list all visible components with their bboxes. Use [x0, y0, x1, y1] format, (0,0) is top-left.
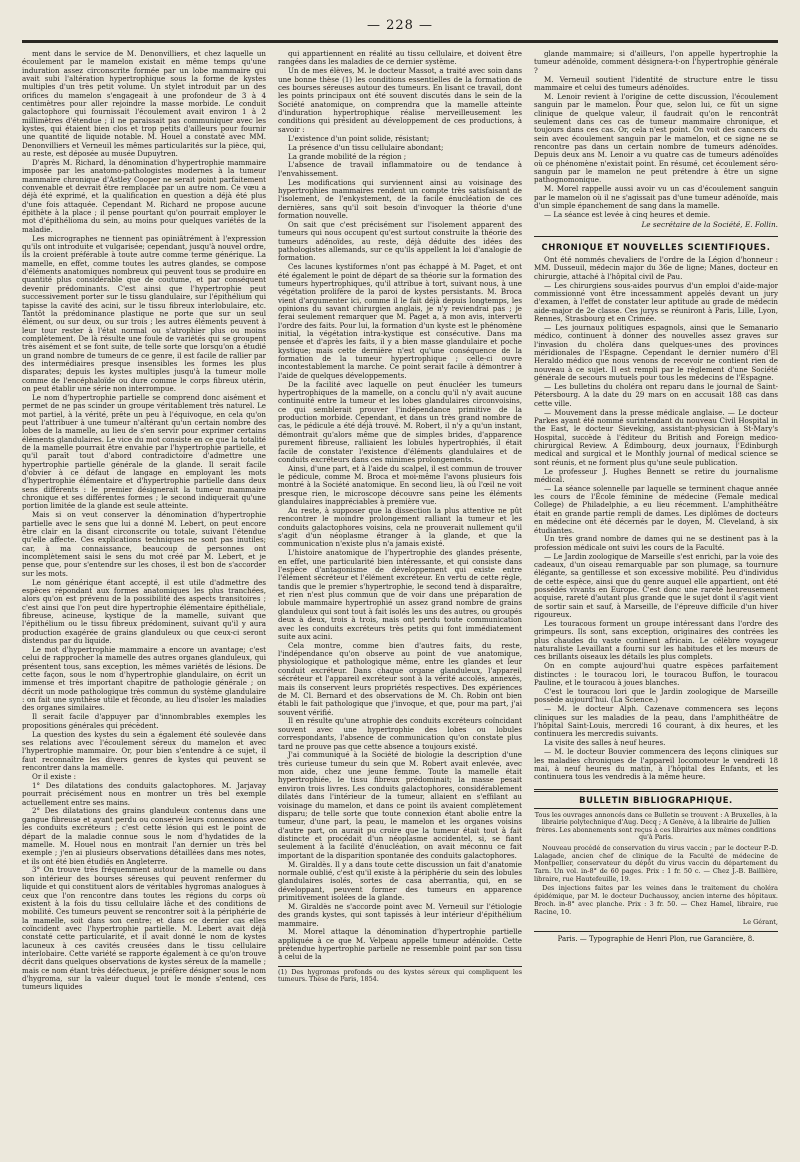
header-rule — [22, 40, 778, 43]
bulletin-intro: Tous les ouvrages annoncés dans ce Bulletin se trouvent : A Bruxelles, à la librairie polytechnique d'Aug. Decq ; A Genève, à la librairie de Jullien frères. Les abonnements sont reçus à ces librairies aux mêmes conditions qu'à Paris. — [534, 810, 778, 842]
news-item: — Les bulletins du choléra ont reparu dans le journal de Saint-Pétersbourg. A la date du 29 mars on en accusait 188 cas dans cette ville. — [534, 381, 778, 408]
page-number: — 228 — — [366, 18, 434, 33]
paragraph: qui appartiennent en réalité au tissu cellulaire, et doivent être rangées dans les maladies de ce dernier système. — [278, 50, 522, 67]
column-right — [534, 50, 778, 1162]
paragraph: La question des kystes du sein a également été soulevée dans ses relations avec l'écoulement séreux du mamelon et avec l'hypertrophie mammaire. Or, pour bien s'entendre à ce sujet, il faut reconnaître les divers genres de kystes qui peuvent se rencontrer dans la mamelle. — [22, 729, 266, 772]
paragraph: M. Verneuil soutient l'identité de structure entre le tissu mammaire et celui des tumeurs adénoïdes. — [534, 74, 778, 92]
paragraph: On sait que c'est précisément sur l'isolement apparent des tumeurs qui nous occupent qu'est surtout construite la théorie des tumeurs adénoïdes, au reste, déjà déduite des idées des pathologistes allemands, sur ce qu'ils appellent la loi d'analogie de formation. — [278, 220, 522, 263]
column-left — [22, 50, 266, 1162]
paragraph: M. Giraldès. Il y a dans toute cette discussion un fait d'anatomie normale oublié, c'est qu'il existe à la périphérie du sein des lobules glandulaires isolés, sortes de casa aberrantia, qui, en se développant, peuvent former des tumeurs en apparence primitivement isolées de la glande. — [278, 859, 522, 902]
paragraph: J'ai communiqué à la Société de biologie la description d'une très curieuse tumeur du sein que M. Robert avait enlevée, avec mon aide, chez une jeune femme. Toute la mamelle était hypertrophiée, le tissu fibreux prédominait; la masse pesait environ trois livres. Les conduits galactophores, considérablement dilatés dans l'intérieur de la tumeur, allaient en s'effilant au voisinage du mamelon, et dans ce point ils avaient complètement disparu; de telle sorte que toute connexion étant abolie entre la tumeur, d'une part, la peau, le mamelon et les organes voisins d'autre part, on aurait pu croire que la tumeur était tout à fait distincte et procédait d'un néoplasme accidentel, si, se fiant seulement à la facilité d'énucléation, on avait méconnu ce fait important de la disparition spontanée des conduits galactophores. — [278, 750, 522, 860]
bulletin-heading: BULLETIN BIBLIOGRAPHIQUE. — [534, 789, 778, 809]
news-item: Ont été nommés chevaliers de l'ordre de la Légion d'honneur : MM. Dusseuil, médecin major du 36e de ligne; Manes, docteur en chirurgie, attaché à l'hôpital civil de Pau. — [534, 254, 778, 281]
text-columns — [22, 50, 778, 1162]
news-item: — Le Jardin zoologique de Marseille s'est enrichi, par la voie des cadeaux, d'un oiseau remarquable par son plumage, sa tournure élégante, sa gentillesse et son excessive mobilité. Peu d'individus de cette espèce, ainsi que du genre auquel elle appartient, ont été possédés vivants en Europe. C'est donc une rareté heureusement acquise, rareté d'autant plus grande que le sujet dont il s'agit vient de sortir sain et sauf, à Marseille, de l'épreuve difficile d'un hiver rigoureux. — [534, 551, 778, 620]
paragraph: Le nom d'hypertrophie partielle se comprend donc aisément et permet de ne pas scinder un groupe véritablement très naturel. Le mot partiel, à la vérité, prête un peu à l'équivoque, en cela qu'on peut l'attribuer à une tumeur n'altérant qu'un certain nombre des lobes de la mamelle, au lieu de s'en servir pour exprimer certains éléments glandulaires. Le vice du mot consiste en ce que la totalité de la mamelle pourrait être envahie par l'hypertrophie partielle, et qu'il paraît tout d'abord contradictoire d'admettre une hypertrophie partielle générale de la glande. Il serait facile d'obvier à ce défaut de langage en employant les mots d'hypertrophie élémentaire et d'hypertrophie partielle dans deux sens différents : le premier désignerait la tumeur mammaire chronique et ses différentes formes ; le second indiquerait qu'une portion limitée de la glande est seule atteinte. — [22, 392, 266, 511]
footnote: (1) Des hygromas profonds ou des kystes séreux qui compliquent les tumeurs. Thèse de Paris, 1854. — [278, 967, 522, 984]
news-item: La visite des salles à neuf heures. — [544, 738, 666, 748]
paragraph: Ces lacunes kystiformes n'ont pas échappé à M. Paget, et ont été également le point de départ de sa théorie sur la formation des tumeurs hypertrophiques, qu'il attribue à tort, suivant nous, à une végétation prolifère de la paroi de kystes persistants. M. Broca vient d'argumenter ici, comme il le fait déjà depuis longtemps, les opinions du savant chirurgien anglais, je n'y reviendrai pas ; je ferai seulement remarquer que M. Paget a, à mon avis, interverti l'ordre des faits. Pour lui, la formation d'un kyste est le phénomène initial, la végétation intra-kystique est consécutive. Dans ma pensée et d'après les faits, il y a bien masse glandulaire et poche kystique; mais cette dernière n'est qu'une conséquence de la formation de la tumeur hypertrophique ; celle-ci ouvre incontestablement la marche. Ce point serait facile à démontrer à l'aide de quelques développements. — [278, 262, 522, 380]
printer-imprint: Paris. — Typographie de Henri Plon, rue Garancière, 8. — [534, 931, 778, 943]
paragraph: La grande mobilité de la région ; — [288, 151, 407, 161]
paragraph: — La séance est levée à cinq heures et demie. — [544, 209, 711, 219]
news-item: On en compte aujourd'hui quatre espèces parfaitement distinctes : le touracou lori, le touracou Buffon, le touracou Pauline, et le touracou à joues blanches. — [534, 661, 778, 688]
paragraph: M. Morel rappelle aussi avoir vu un cas d'écoulement sanguin par le mamelon où il ne s'agissait pas d'une tumeur adénoïde, mais d'un simple épanchement de sang dans la mamelle. — [534, 184, 778, 210]
editor-signature: Le Gérant, — [742, 918, 778, 927]
paragraph: De la facilité avec laquelle on peut énucléer les tumeurs hypertrophiques de la mamelle, on a conclu qu'il n'y avait aucune continuité entre la tumeur et les lobes glandulaires circonvoisins, ce qui semblerait prouver l'indépendance primitive de la production morbide. Cependant, et dans un très grand nombre de cas, le pédicule a été déjà trouvé. M. Robert, il n'y a qu'un instant, démontrait qu'alors même que de simples brides, d'apparence purement fibreuse, ralliaient les lobules hypertrophiés, il était facile de constater l'existence d'éléments glandulaires et de conduits excréteurs dans ces minimes prolongements. — [278, 379, 522, 464]
bibliography-entry: Des injections faites par les veines dans le traitement du choléra épidémique, par M. le docteur Duchaussoy, ancien interne des hôpitaux. Broch. in-8° avec planche. Prix : 3 fr. 50. — Chez Hamel, libraire, rue Racine, 10. — [534, 884, 778, 916]
paragraph: Les modifications qui surviennent ainsi au voisinage des hypertrophies mammaires rendent un compte très satisfaisant de l'isolement, de l'enkystement, de la facile énucléation de ces dernières, sans qu'il soit besoin d'invoquer la théorie d'une formation nouvelle. — [278, 177, 522, 221]
paragraph: Cela montre, comme bien d'autres faits, du reste, l'indépendance qu'on observe au point de vue anatomique, physiologique et pathologique même, entre les glandes et leur conduit excréteur. Dans chaque organe glanduleux, l'appareil sécréteur et l'appareil excréteur sont à la vérité accolés, annexés, mais ils conservent leurs propriétés respectives. Des expériences de M. Cl. Bernard et des observations de M. Ch. Robin ont bien établi le fait pathologique que j'invoque, et que, pour ma part, j'ai souvent vérifié. — [278, 640, 522, 717]
paragraph: Le nom générique étant accepté, il est utile d'admettre des espèces répondant aux formes anatomiques les plus tranchées, alors qu'on est prévenu de la possibilité des aspects transitoires ; c'est ainsi que l'on peut dire hypertrophie élémentaire épithéliale, fibreuse, acineuse, kystique de la mamelle, suivant que l'épithélium ou le tissu fibreux prédominent, suivant qu'il y aura production exagérée de grains glanduleux ou que ceux-ci seront distendus par du liquide. — [22, 577, 266, 646]
paragraph: M. Giraldès ne s'accorde point avec M. Verneuil sur l'étiologie des grands kystes, qui sont tapissés à leur intérieur d'épithélium mammaire. — [278, 901, 522, 928]
news-item: — La séance solennelle par laquelle se terminent chaque année les cours de l'École féminine de médecine (Female medical College) de Philadelphie, a eu lieu récemment. L'amphithéâtre était en grande partie rempli de dames. Les diplômes de docteurs en médecine ont été décernés par le doyen, M. Cleveland, à six étudiantes. — [534, 483, 778, 535]
column-middle — [278, 50, 522, 1162]
paragraph: Il en résulte qu'une atrophie des conduits excréteurs coïncidant souvent avec une hypertrophie des lobes ou lobules correspondants, l'absence de communication qu'on constate plus tard ne prouve pas que cette absence a toujours existé. — [278, 716, 522, 751]
paragraph: 2° Des dilatations des grains glanduleux contenus dans une gangue fibreuse et ayant perdu ou conservé leurs connexions avec les conduits excréteurs ; c'est cette lésion qui est le point de départ de la maladie connue sous le nom d'hydatides de la mamelle. M. Houel nous en montrait l'an dernier un très bel exemple ; j'en ai plusieurs observations détaillées dans mes notes, et ils ont été bien étudiés en Angleterre. — [22, 806, 266, 866]
paragraph: glande mammaire; si d'ailleurs, l'on appelle hypertrophie la tumeur adénoïde, comment désignera-t-on l'hypertrophie générale ? — [534, 50, 778, 75]
news-item: — M. le docteur Bouvier commencera des leçons cliniques sur les maladies chroniques de l'appareil locomoteur le vendredi 18 mai, à neuf heures du matin, à l'hôpital des Enfants, et les continuera tous les vendredis à la même heure. — [534, 747, 778, 782]
secretary-signature: Le secrétaire de la Société, E. Follin. — [641, 220, 778, 230]
paragraph: Un de mes élèves, M. le docteur Massot, a traité avec soin dans une bonne thèse (1) les conditions essentielles de la formation de ces bourses séreuses autour des tumeurs. En lisant ce travail, dont les points principaux ont été souvent discutés dans le sein de la Société anatomique, on comprendra que la mamelle atteinte d'induration hypertrophique réalise merveilleusement les conditions qui président au développement de ces productions, à savoir : — [278, 66, 522, 134]
news-item: — M. le docteur Alph. Cazenave commencera ses leçons cliniques sur les maladies de la peau, dans l'amphithéâtre de l'hôpital Saint-Louis, mercredi 16 courant, à dix heures, et les continuera les mercredis suivants. — [534, 704, 778, 739]
paragraph: Le mot d'hypertrophie mammaire a encore un avantage; c'est celui de rapprocher la mamelle des autres organes glanduleux, qui présentent tous, sans exception, les mêmes variétés de lésions. De cette façon, sous le nom d'hypertrophie glandulaire, on écrit un immense et très important chapitre de pathologie générale ; on décrit un mode pathologique très commun du système glandulaire : on fait une synthèse utile et féconde, au lieu d'isoler les maladies des organes similaires. — [22, 644, 266, 713]
news-item: — Mouvement dans la presse médicale anglaise. — Le docteur Parkes ayant été nommé surintendant du nouveau Civil Hospital in the East, le docteur Sieveking, assistant-physician à St-Mary's Hospital, succède à l'éditeur du British and Foreign medico-chirurgical Review. A Édimbourg, deux journaux, l'Edinburgh medical and surgical et le Monthly journal of medical science se sont réunis, et ne forment plus qu'une seule publication. — [534, 407, 778, 467]
paragraph: L'existence d'un point solide, résistant; — [288, 133, 430, 143]
news-item: Le professeur J. Hughes Bennett se retire du journalisme médical. — [534, 466, 778, 484]
news-item: Les touracous forment un groupe intéressant dans l'ordre des grimpeurs. Ils sont, sans exception, originaires des contrées les plus chaudes du vaste continent africain. Le célèbre voyageur naturaliste Levaillant a fourni sur les habitudes et les mœurs de ces brillants oiseaux les détails les plus complets. — [534, 619, 778, 662]
chronique-heading: CHRONIQUE ET NOUVELLES SCIENTIFIQUES. — [534, 236, 778, 251]
news-item: — Les journaux politiques espagnols, ainsi que le Semanario médico, continuent à donner des nouvelles assez graves sur l'invasion du choléra dans quelques-unes des provinces méridionales de l'Espagne. Cependant le dernier numéro d'El Heraldo médico que nous venons de recevoir ne contient rien de nouveau à ce sujet. Il est rempli par le règlement d'une Société générale de secours mutuels pour tous les médecins de l'Espagne. — [534, 322, 778, 382]
paragraph: ment dans le service de M. Denonvilliers, et chez laquelle un écoulement par le mamelon existait en même temps qu'une induration assez circonscrite formée par un lobe mammaire qui avait subi l'altération hypertrophique sous la forme de kystes multiples d'un très petit volume. Un stylet introduit par un des orifices du mamelon s'engageait à une profondeur de 3 à 4 centimètres pour aller rejoindre la masse morbide. Le conduit galactophore qui fournissait l'écoulement avait environ 1 à 2 millimètres d'étendue ; il ne paraissait pas communiquer avec les kystes, qui étaient bien clos et trop petits d'ailleurs pour fournir une quantité de liquide notable. M. Houel a constaté avec MM. Denonvilliers et Verneuil les mêmes particularités sur la pièce, qui, au reste, est déposée au musée Dupuytren. — [22, 50, 266, 159]
paragraph: M. Lenoir revient à l'origine de cette discussion, l'écoulement sanguin par le mamelon. Pour que, selon lui, ce fût un signe clinique de quelque valeur, il faudrait qu'on le rencontrât seulement dans ces cas de tumeur mammaire chronique, et toujours dans ces cas. Or, cela n'est point. On voit des cancers du sein avec écoulement sanguin par le mamelon, et ce signe ne se rencontre pas dans un certain nombre de tumeurs adénoïdes. Depuis deux ans M. Lenoir a vu quatre cas de tumeurs adénoïdes où ce phénomène n'existait point. En résumé, cet écoulement séro-sanguin par le mamelon ne peut prétendre à être un signe pathognomonique. — [534, 91, 778, 185]
paragraph: L'histoire anatomique de l'hypertrophie des glandes présente, en effet, une particularité bien intéressante, et qui consiste dans l'espèce d'antagonisme de développement qui existe entre l'élément sécréteur et l'élément excréteur. En vertu de cette règle, tandis que le premier s'hypertrophie, le second tend à disparaître, et rien n'est plus commun que de voir dans une préparation de lobule mammaire hypertrophié un assez grand nombre de grains glanduleux qui sont tout à fait isolés les uns des autres, ou groupés deux à deux, trois à trois, mais ont perdu toute communication avec les conduits excréteurs très petits qui font immédiatement suite aux acini. — [278, 548, 522, 641]
paragraph: L'absence de travail inflammatoire ou de tendance à l'envahissement. — [278, 160, 522, 178]
paragraph: Il serait facile d'appuyer par d'innombrables exemples les propositions générales qui précèdent. — [22, 712, 266, 730]
paragraph: Au reste, à supposer que la dissection la plus attentive ne pût rencontrer le moindre prolongement ralliant la tumeur et les conduits galactophores voisins, cela ne prouverait nullement qu'il s'agit d'un néoplasme étranger à la glande, et que la communication n'existe plus n'a jamais existé. — [278, 506, 522, 549]
news-item: Un très grand nombre de dames qui ne se destinent pas à la profession médicale ont suivi les cours de la Faculté. — [534, 534, 778, 552]
paragraph: 3° On trouve très fréquemment autour de la mamelle ou dans son intérieur des bourses séreuses qui peuvent renfermer du liquide et qui constituent alors de véritables hygromas analogues à ceux que l'on rencontre dans toutes les régions du corps où existent à la fois du tissu cellulaire lâche et des conditions de mobilité. Ces tumeurs peuvent se rencontrer soit à la périphérie de la mamelle, soit dans son centre; et dans ce dernier cas elles coïncident avec l'hypertrophie partielle. M. Lebert avait déjà constaté cette particularité, et il avait donné le nom de kystes lacuneux à ces cavités creusées dans le tissu cellulaire interlobaire. Cette variété se rapporte également à ce qu'on trouve décrit dans quelques observations de kystes séreux de la mamelle ; mais ce nom étant très défectueux, je préfère désigner sous le nom d'hygroma, sur la valeur duquel tout le monde s'entend, ces tumeurs liquides — [22, 865, 266, 992]
news-item: C'est le touracou lori que le Jardin zoologique de Marseille possède aujourd'hui. (La Science.) — [534, 687, 778, 705]
bibliography-entry: Nouveau procédé de conservation du virus vaccin ; par le docteur P.-D. Lalagade, ancien chef de clinique de la Faculté de médecine de Montpellier, conservateur du dépôt du virus vaccin du département du Tarn. Un vol. in-8° de 60 pages. Prix : 1 fr. 50 c. — Chez J.-B. Baillière, libraire, rue Hautefeuille, 19. — [534, 843, 778, 883]
paragraph: La présence d'un tissu cellulaire abondant; — [288, 142, 444, 152]
news-item: — Les chirurgiens sous-aides pourvus d'un emploi d'aide-major commissionné vont être incessamment appelés devant un jury d'examen, à l'effet de constater leur aptitude au grade de médecin aide-major de 2e classe. Ces jurys se réuniront à Paris, Lille, Lyon, Rennes, Strasbourg et en Crimée. — [534, 280, 778, 323]
paragraph: D'après M. Richard, la dénomination d'hypertrophie mammaire imposée par les anatomo-pathologistes modernes à la tumeur mammaire chronique d'Astley Cooper ne serait point parfaitement convenable et devrait être remplacée par un autre nom. Ce vœu a déjà été exprimé, et la qualification en question a déjà été plus d'une fois attaquée. Cependant M. Richard ne propose aucune épithète à la place ; il pense pourtant qu'on pourrait employer le mot d'épithélioma du sein, au moins pour quelques variétés de la maladie. — [22, 158, 266, 234]
paragraph: M. Morel attaque la dénomination d'hypertrophie partielle appliquée à ce que M. Velpeau appelle tumeur adénoïde. Cette prétendue hypertrophie partielle ne ressemble point par son tissu à celui de la — [278, 927, 522, 962]
paragraph: Mais si on veut conserver la dénomination d'hypertrophie partielle avec le sens que lui a donné M. Lebert, on peut encore être clair en la disant circonscrite ou totale, suivant l'étendue qu'elle affecte. Ces explications techniques ne sont pas inutiles; car, à ma connaissance, beaucoup de personnes ont incomplètement saisi le sens du mot créé par M. Lebert, et je pense que, pour s'entendre sur les choses, il est bon de s'accorder sur les mots. — [22, 510, 266, 578]
paragraph: Les micrographes ne tiennent pas opiniâtrément à l'expression qu'ils ont introduite et vulgarisée; cependant, jusqu'à nouvel ordre, ils la croient préférable à toute autre comme terme générique. La mamelle, en effet, comme toutes les autres glandes, se compose d'éléments anatomiques nombreux qui peuvent tous se produire en quantité plus considérable que de coutume, et par conséquent devenir prédominants. C'est ainsi que l'hypertrophie peut successivement porter sur le tissu glandulaire, sur l'épithélium qui tapisse la cavité des acini, sur le tissu fibreux interlobulaire, etc. Tantôt la prédominance plastique ne porte que sur un seul élément, ou sur deux, ou sur trois ; les autres éléments peuvent à leur tour rester à l'état normal ou s'atrophier plus ou moins complètement. De là résulte une foule de variétés qui se groupent très aisément et se font suite, de telle sorte que lorsqu'on a étudié un grand nombre de tumeurs de ce genre, il est facile de rallier par des intermédiaires presque insensibles les formes les plus disparates; depuis les kystes multiples jusqu'à la tumeur molle comme de l'encéphaloïde ou dure comme le corps fibreux utérin, on peut établir une série non interrompue. — [22, 233, 266, 393]
paragraph: Ainsi, d'une part, et à l'aide du scalpel, il est commun de trouver le pédicule, comme M. Broca et moi-même l'avons plusieurs fois montré à la Société anatomique. En second lieu, là où l'œil ne voit presque rien, le microscope découvre sans peine les éléments glandulaires inappréciables à première vue. — [278, 463, 522, 507]
paragraph: Or il existe : — [32, 771, 77, 781]
paragraph: 1° Des dilatations des conduits galactophores. M. Jarjavay pourrait précisément nous en montrer un très bel exemple actuellement entre ses mains. — [22, 780, 266, 807]
